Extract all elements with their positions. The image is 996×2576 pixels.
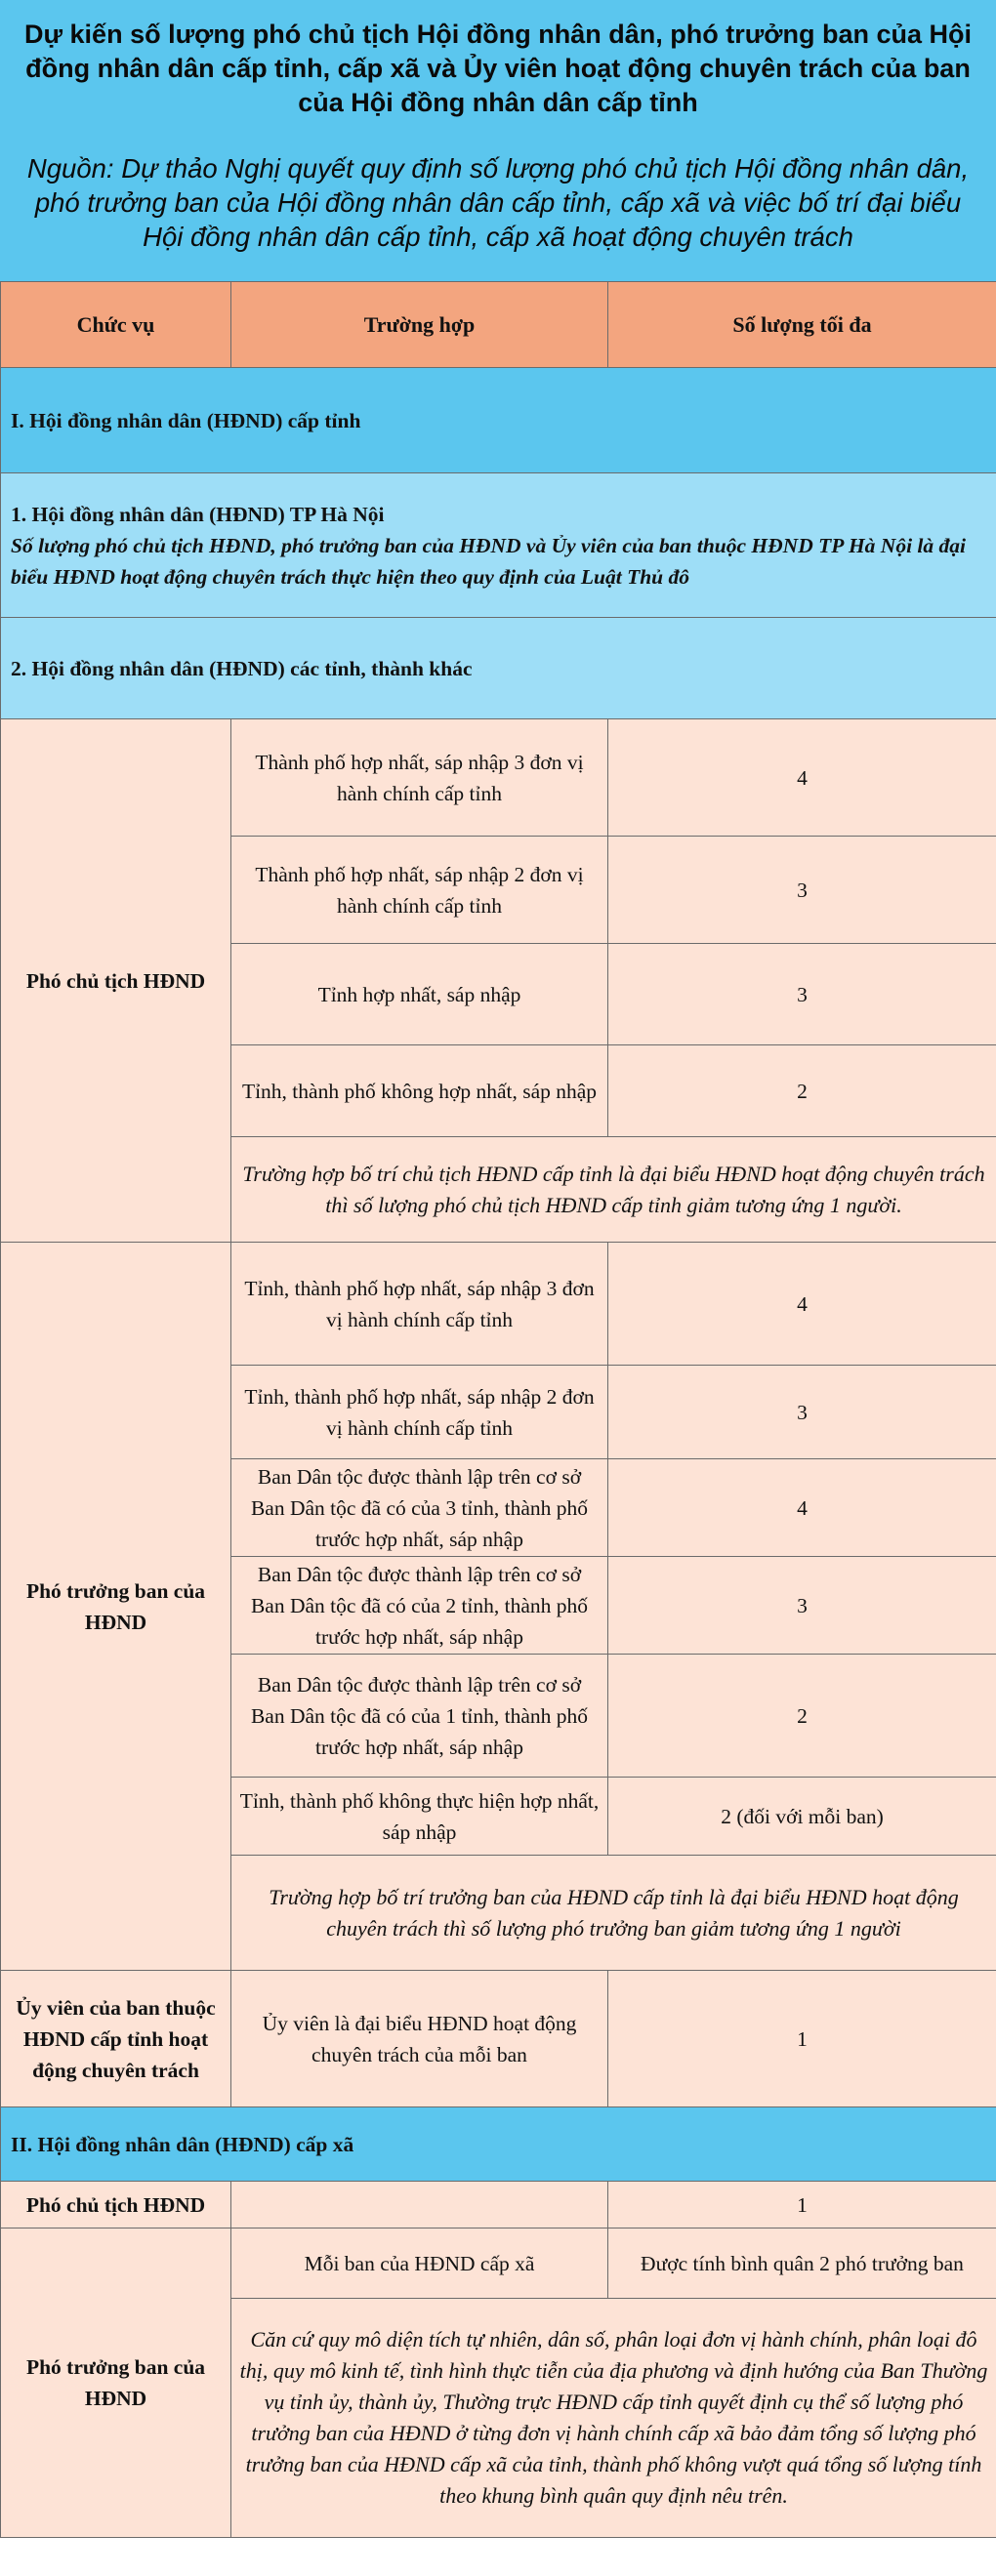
role-cell: Ủy viên của ban thuộc HĐND cấp tỉnh hoạt động chuyên trách — [1, 1971, 231, 2107]
max-cell: 3 — [608, 944, 996, 1045]
max-cell: 3 — [608, 1557, 996, 1655]
section-title: I. Hội đồng nhân dân (HĐND) cấp tỉnh — [1, 368, 996, 473]
case-cell: Ban Dân tộc được thành lập trên cơ sở Ban Dân tộc đã có của 1 tỉnh, thành phố trước hợp nhất, sáp nhập — [231, 1655, 608, 1778]
header-banner — [0, 0, 996, 281]
subsection-note: Số lượng phó chủ tịch HĐND, phó trưởng ban của HĐND và Ủy viên của ban thuộc HĐND TP Hà Nội là đại biểu HĐND hoạt động chuyên trách thực hiện theo quy định của Luật Thủ đô — [11, 533, 966, 589]
max-cell: Được tính bình quân 2 phó trưởng ban — [608, 2228, 996, 2299]
source-note: Nguồn: Dự thảo Nghị quyết quy định số lượng phó chủ tịch Hội đồng nhân dân, phó trưởng ban của Hội đồng nhân dân cấp tỉnh, cấp xã và việc bố trí đại biểu Hội đồng nhân dân cấp tỉnh, cấp xã hoạt động chuyên trách — [26, 153, 970, 252]
max-cell: 3 — [608, 837, 996, 944]
max-cell: 2 — [608, 1655, 996, 1778]
role-cell: Phó trưởng ban của HĐND — [1, 1243, 231, 1971]
role-cell: Phó chủ tịch HĐND — [1, 2182, 231, 2228]
case-cell: Thành phố hợp nhất, sáp nhập 3 đơn vị hành chính cấp tỉnh — [231, 719, 608, 837]
section-title: II. Hội đồng nhân dân (HĐND) cấp xã — [1, 2107, 996, 2182]
max-cell: 4 — [608, 1243, 996, 1366]
case-cell: Thành phố hợp nhất, sáp nhập 2 đơn vị hành chính cấp tỉnh — [231, 837, 608, 944]
max-cell: 4 — [608, 1459, 996, 1557]
max-cell: 4 — [608, 719, 996, 837]
table-row — [1, 2182, 996, 2228]
max-cell: 2 (đối với mỗi ban) — [608, 1778, 996, 1856]
table-row — [1, 1971, 996, 2107]
table-row — [1, 2228, 996, 2299]
role-cell: Phó trưởng ban của HĐND — [1, 2228, 231, 2538]
column-header-row — [1, 282, 996, 368]
case-cell: Tỉnh hợp nhất, sáp nhập — [231, 944, 608, 1045]
note-cell: Trường hợp bố trí trưởng ban của HĐND cấp tỉnh là đại biểu HĐND hoạt động chuyên trách thì số lượng phó trưởng ban giảm tương ứng 1 người — [231, 1856, 996, 1971]
case-cell: Mỗi ban của HĐND cấp xã — [231, 2228, 608, 2299]
section-row-provincial — [1, 368, 996, 473]
subsection-row-others — [1, 618, 996, 719]
case-cell: Ủy viên là đại biểu HĐND hoạt động chuyên trách của mỗi ban — [231, 1971, 608, 2107]
max-cell: 3 — [608, 1366, 996, 1459]
column-header-role: Chức vụ — [1, 282, 231, 368]
case-cell: Ban Dân tộc được thành lập trên cơ sở Ban Dân tộc đã có của 2 tỉnh, thành phố trước hợp nhất, sáp nhập — [231, 1557, 608, 1655]
subsection-cell — [1, 473, 996, 618]
note-cell: Trường hợp bố trí chủ tịch HĐND cấp tỉnh là đại biểu HĐND hoạt động chuyên trách thì số lượng phó chủ tịch HĐND cấp tỉnh giảm tương ứng 1 người. — [231, 1137, 996, 1243]
max-cell: 1 — [608, 2182, 996, 2228]
case-cell — [231, 2182, 608, 2228]
case-cell: Tỉnh, thành phố hợp nhất, sáp nhập 3 đơn vị hành chính cấp tỉnh — [231, 1243, 608, 1366]
case-cell: Tỉnh, thành phố không thực hiện hợp nhất, sáp nhập — [231, 1778, 608, 1856]
case-cell: Tỉnh, thành phố không hợp nhất, sáp nhập — [231, 1045, 608, 1137]
page-title: Dự kiến số lượng phó chủ tịch Hội đồng nhân dân, phó trưởng ban của Hội đồng nhân dân cấp tỉnh, cấp xã và Ủy viên hoạt động chuyên trách của ban của Hội đồng nhân dân cấp tỉnh — [23, 20, 972, 117]
table-row — [1, 1243, 996, 1366]
column-header-case: Trường hợp — [231, 282, 608, 368]
table-row — [1, 719, 996, 837]
subsection-title: 1. Hội đồng nhân dân (HĐND) TP Hà Nội — [11, 502, 385, 526]
max-cell: 1 — [608, 1971, 996, 2107]
role-cell: Phó chủ tịch HĐND — [1, 719, 231, 1243]
quota-table — [0, 281, 996, 2538]
case-cell: Tỉnh, thành phố hợp nhất, sáp nhập 2 đơn vị hành chính cấp tỉnh — [231, 1366, 608, 1459]
case-cell: Ban Dân tộc được thành lập trên cơ sở Ban Dân tộc đã có của 3 tỉnh, thành phố trước hợp nhất, sáp nhập — [231, 1459, 608, 1557]
subsection-row-hanoi — [1, 473, 996, 618]
max-cell: 2 — [608, 1045, 996, 1137]
subsection-title: 2. Hội đồng nhân dân (HĐND) các tỉnh, thành khác — [1, 618, 996, 719]
column-header-max: Số lượng tối đa — [608, 282, 996, 368]
note-cell: Căn cứ quy mô diện tích tự nhiên, dân số, phân loại đơn vị hành chính, phân loại đô thị, quy mô kinh tế, tình hình thực tiễn của địa phương và định hướng của Ban Thường vụ tỉnh ủy, thành ủy, Thường trực HĐND cấp tỉnh quyết định cụ thể số lượng phó trưởng ban của HĐND ở từng đơn vị hành chính cấp xã bảo đảm tổng số lượng phó trưởng ban của HĐND cấp xã của tỉnh, thành phố không vượt quá tổng số lượng tính theo khung bình quân quy định nêu trên. — [231, 2299, 996, 2538]
section-row-commune — [1, 2107, 996, 2182]
